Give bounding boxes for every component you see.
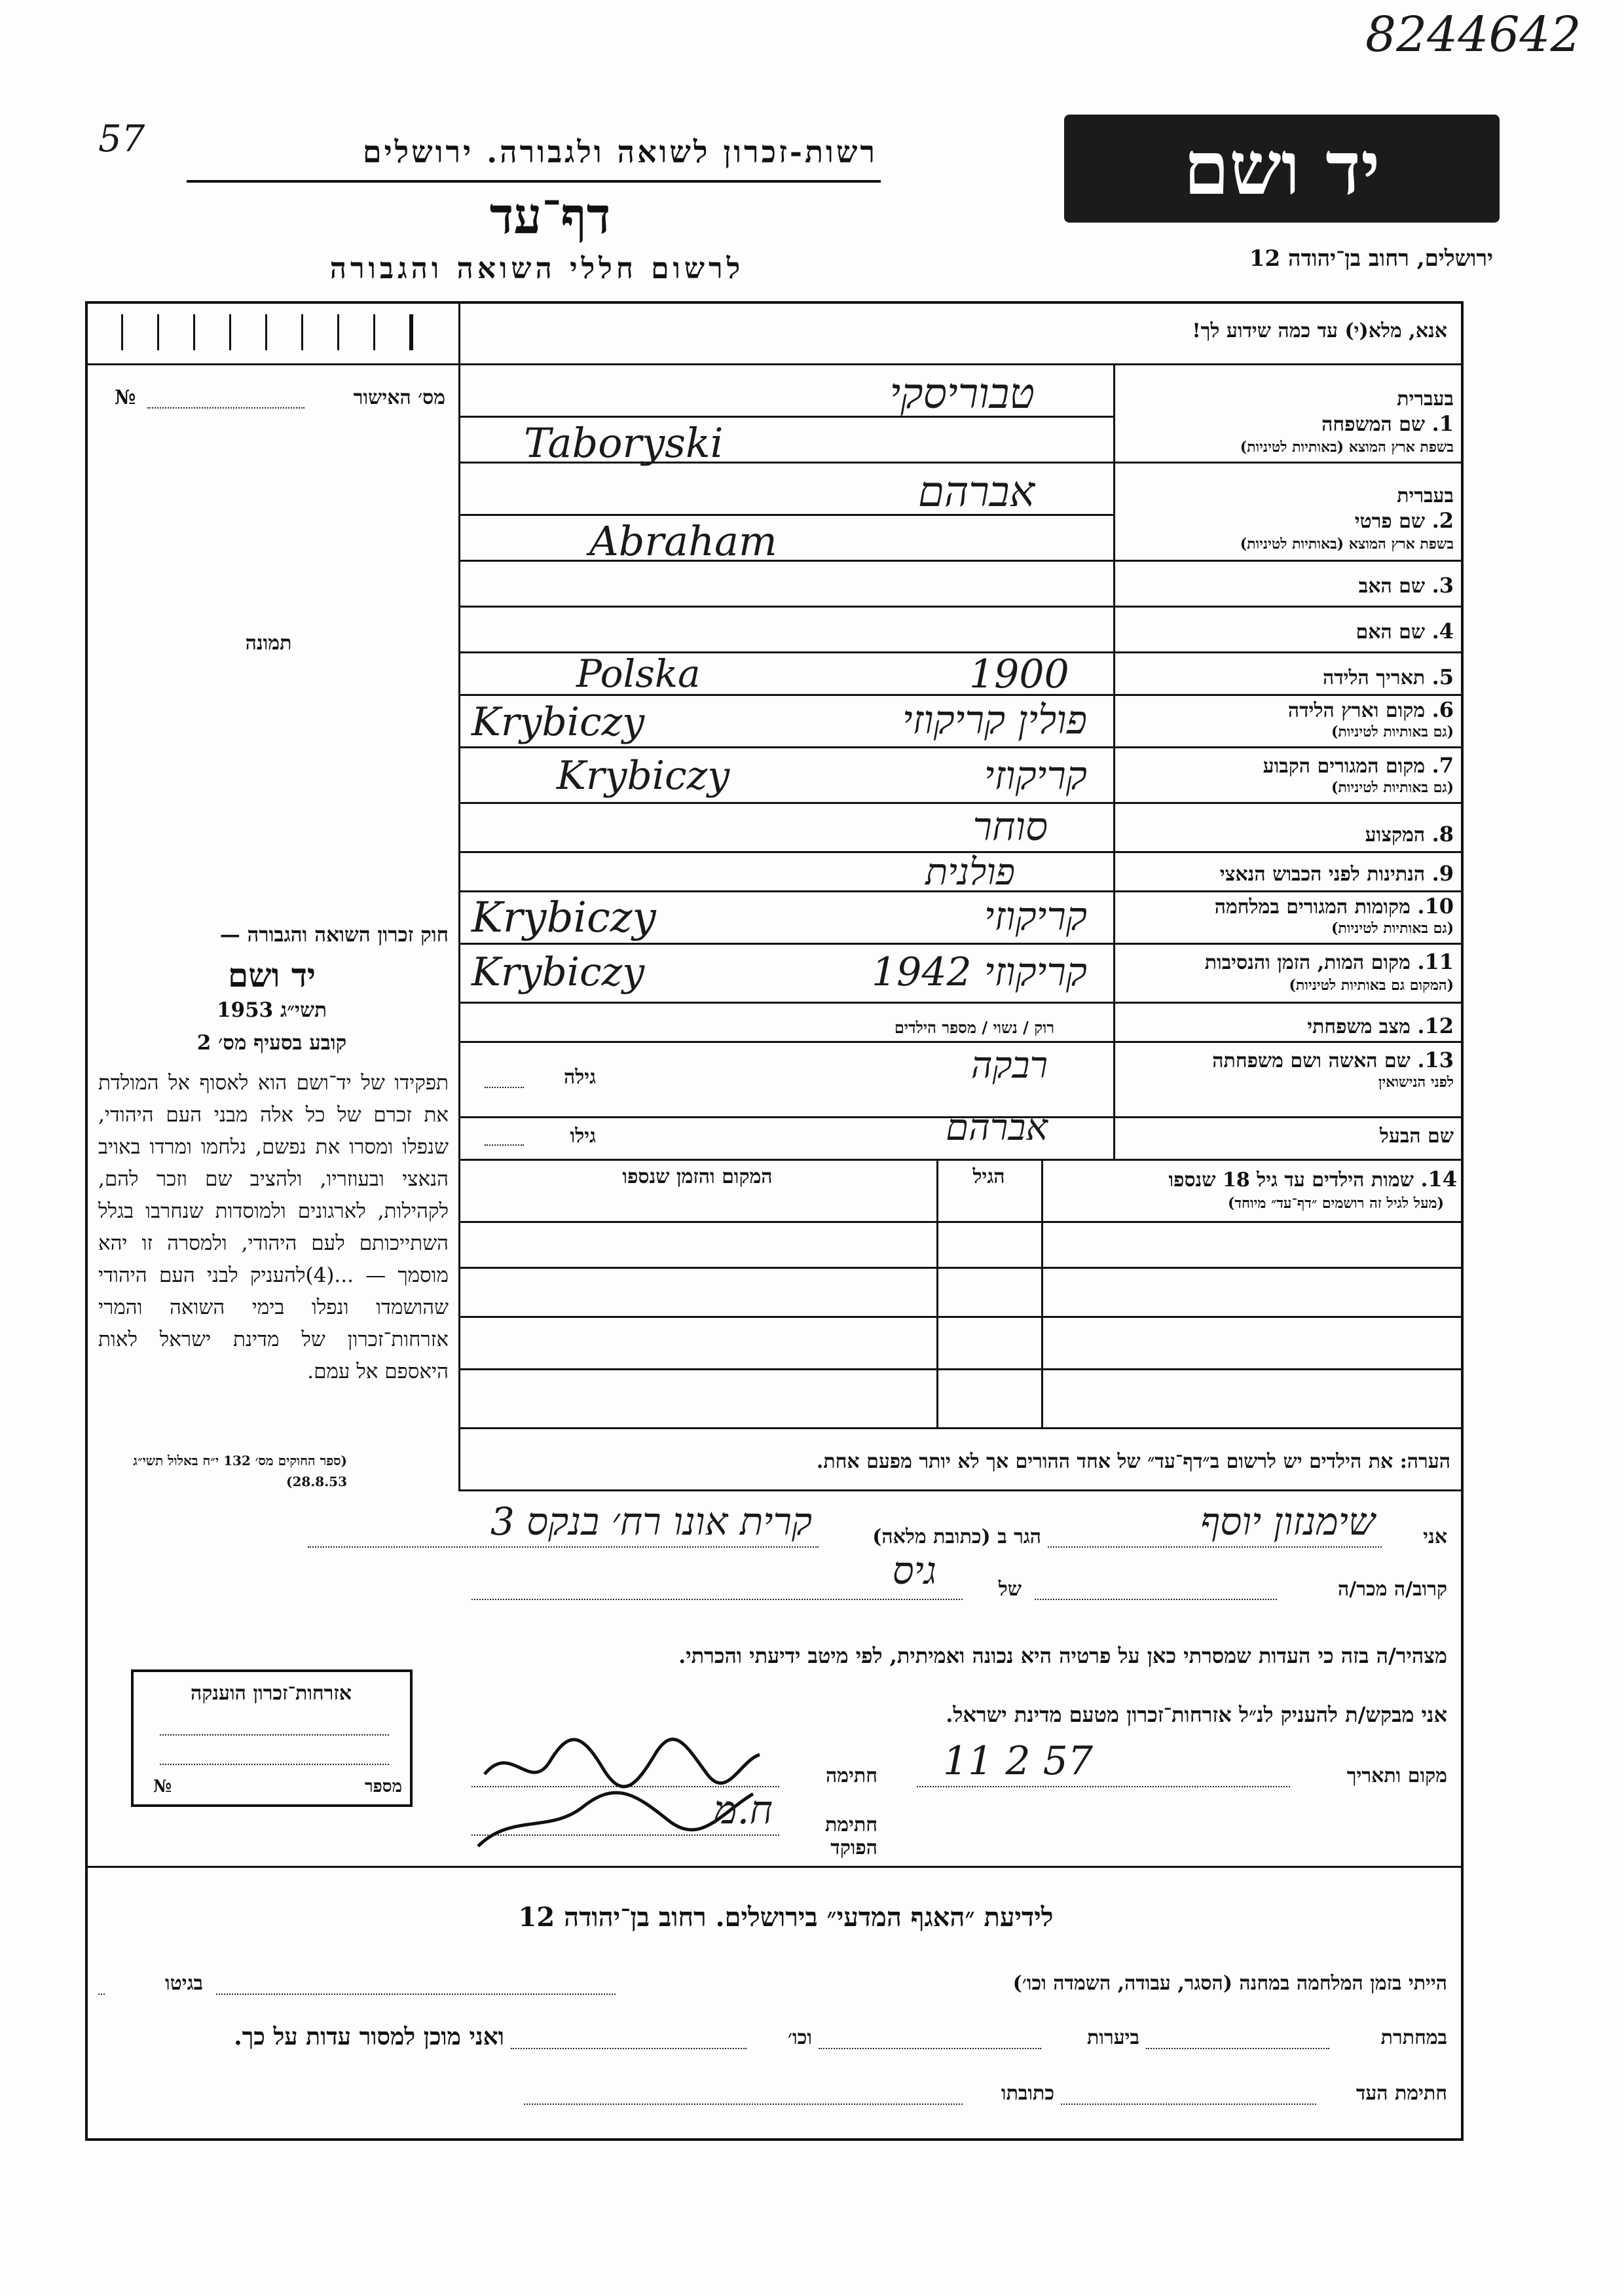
- spouse-name-value: רבקה: [970, 1044, 1048, 1087]
- photo-label: תמונה: [245, 632, 292, 655]
- archive-number: 8244642: [1365, 7, 1581, 63]
- bottom-witness-signature-label: חתימת העד: [1356, 2082, 1447, 2105]
- bottom-camp-label: הייתי בזמן המלחמה במחנה (הסגר, עבודה, השמדה וכו׳): [1012, 1972, 1447, 1995]
- declaration-text: מצהיר/ה בזה כי העדות שמסרתי כאן על פרטיה היא נכונה ואמיתית, לפי מיטב ידיעתי והכרתי.: [678, 1643, 1447, 1668]
- field-father: [1126, 573, 1454, 598]
- firstname-latin: Abraham: [589, 517, 777, 565]
- law-line-4: קובע בסעיף מס׳ 2: [196, 1031, 347, 1055]
- yad-vashem-logo: [1064, 115, 1500, 223]
- authority-name: רשות-זכרון לשואה ולגבורה. ירושלים: [362, 134, 877, 170]
- field-11-num: 11.: [1417, 949, 1454, 974]
- field-1-lang: בעברית: [1397, 388, 1454, 410]
- field-profession: [1126, 822, 1454, 847]
- surname-hebrew: טבוריסקי: [889, 370, 1035, 418]
- field-11-note: (המקום גם באותיות לטיניות): [1289, 977, 1454, 994]
- request-text: אני מבקש/ת להעניק לנ״ל אזרחות־זכרון מטעם מדינת ישראל.: [946, 1702, 1447, 1727]
- signature-label: חתימה: [826, 1764, 877, 1787]
- field-12-label: מצב משפחתי: [1307, 1015, 1411, 1038]
- children-label: [1048, 1167, 1457, 1192]
- field-7-num: 7.: [1431, 753, 1454, 778]
- children-place-col: המקום והזמן שנספו: [622, 1165, 773, 1188]
- birthplace-latin: Krybiczy: [471, 699, 645, 745]
- field-4-num: 4.: [1431, 619, 1454, 644]
- spouse-age-label: גילה: [563, 1066, 596, 1089]
- field-1-label: שם המשפחה: [1321, 413, 1426, 436]
- field-2-label: שם פרטי: [1354, 510, 1426, 533]
- law-line-1: חוק זכרון השואה והגבורה —: [219, 923, 449, 947]
- children-num: 14.: [1420, 1167, 1457, 1192]
- field-10-num: 10.: [1417, 894, 1454, 919]
- declarant-lives-label: הגר ב (כתובת מלאה): [872, 1525, 1041, 1548]
- surname-latin: Taboryski: [524, 419, 724, 467]
- field-13-note: לפני הנישואין: [1378, 1074, 1454, 1091]
- children-age-col: הגיל: [972, 1165, 1005, 1188]
- children-note: (מעל לגיל זה רושמים ״דף־עד״ מיוחד): [1227, 1195, 1444, 1212]
- death-hebrew: קריקוזי 1942: [871, 949, 1087, 995]
- field-13-num: 13.: [1417, 1048, 1454, 1072]
- field-nationality: [1120, 861, 1454, 886]
- law-line-3: תשי״ג 1953: [216, 998, 327, 1022]
- header-address: ירושלים, רחוב בן־יהודה 12: [1249, 246, 1493, 272]
- birth-country-latin: Polska: [576, 651, 701, 696]
- declarant-name: שימנזון יוסף: [1200, 1499, 1375, 1544]
- place-date-label: מקום ותאריך: [1346, 1764, 1447, 1787]
- field-mother: [1126, 619, 1454, 644]
- top-instruction: אנא, מלא(י) עד כמה שידוע לך!: [1192, 319, 1447, 342]
- bottom-address-label: כתובתו: [1001, 2082, 1054, 2105]
- death-latin: Krybiczy: [471, 949, 645, 995]
- declarant-i-label: אני: [1423, 1525, 1447, 1548]
- field-3-num: 3.: [1431, 573, 1454, 598]
- field-7-label: מקום המגורים הקבוע: [1263, 755, 1426, 778]
- law-source: (ספר החוקים מס׳ 132 י״ח באלול תשי״ג 28.8.53): [133, 1453, 347, 1489]
- field-3-label: שם האב: [1358, 575, 1426, 598]
- reg-no-label: מס׳ האישור: [353, 386, 445, 409]
- marital-options: רוק / נשוי / מספר הילדים: [894, 1018, 1054, 1037]
- declaration-date: 11 2 57: [943, 1738, 1094, 1784]
- corner-number: 57: [98, 118, 145, 160]
- field-5-label: תאריך הלידה: [1322, 666, 1426, 689]
- relation-value: גיס: [892, 1548, 936, 1593]
- field-husband-label: שם הבעל: [1379, 1125, 1454, 1148]
- field-10-label: מקומות המגורים במלחמה: [1214, 896, 1411, 919]
- birthdate-value: 1900: [969, 651, 1069, 697]
- certificate-suffix: №: [153, 1777, 172, 1796]
- form-title: דף־עד: [489, 187, 611, 245]
- reg-no-suffix: №: [115, 386, 136, 409]
- field-6-label: מקום וארץ הלידה: [1287, 699, 1426, 722]
- field-8-label: המקצוע: [1365, 824, 1426, 847]
- field-13-label: שם האשה ושם משפחתה: [1212, 1049, 1411, 1072]
- law-body: תפקידו של יד־ושם הוא לאסוף אל המולדת את זכרם של כל אלה מבני העם היהודי, שנפלו ומסרו את נפשם, נלחמו ומרדו באויב הנאצי ובעוזריו, ולהציב שם וזכר להם, לקהילות, לארגונים ולמוסדות שנחרבו בגלל השתייכותם לעם היהודי, ולמסרה זו יהא מוסמך — ...(4)להעניק לבני העם היהודי שהושמדו ונפלו בימי השואה והמרי אזרחות־זכרון של מדינת ישראל לאות היאספם אל עמם.: [98, 1071, 449, 1383]
- logo-text: יד ושם: [1183, 125, 1380, 211]
- field-10-note: (גם באותיות לטיניות): [1331, 920, 1454, 937]
- field-9-label: הנתינות לפני הכבוש הנאצי: [1219, 863, 1426, 886]
- field-marital: [1126, 1013, 1454, 1038]
- field-6-note: (גם באותיות לטיניות): [1331, 723, 1454, 740]
- residence-latin: Krybiczy: [557, 753, 730, 799]
- field-2-lang: בעברית: [1397, 484, 1454, 507]
- firstname-hebrew: אברהם: [917, 468, 1035, 517]
- bottom-underground-label: במחתרת: [1380, 2026, 1447, 2049]
- certificate-number-label: מספר: [364, 1777, 402, 1796]
- registration-boxes: [95, 308, 449, 354]
- field-6-num: 6.: [1431, 697, 1454, 722]
- birthplace-hebrew: פולין קריקוזי: [902, 697, 1087, 743]
- field-birthdate: [1126, 665, 1454, 689]
- field-2-num: 2.: [1431, 508, 1454, 533]
- nationality-value: פולנית: [925, 851, 1015, 894]
- note-line: הערה: את הילדים יש לרשום ב״דף־עד״ של אחד ההורים אך לא יותר מפעם אחת.: [816, 1450, 1450, 1473]
- children-title: שמות הילדים עד גיל 18 שנספו: [1168, 1169, 1414, 1192]
- field-2-note: בשפת ארץ המוצא (באותיות לטיניות): [1240, 536, 1454, 553]
- law-line-2: יד ושם: [228, 956, 316, 994]
- bottom-etc-label: וכו׳: [788, 2026, 812, 2049]
- field-12-num: 12.: [1417, 1013, 1454, 1038]
- bottom-testimony-label: ואני מוכן למסור עדות על כך.: [234, 2023, 504, 2050]
- certificate-box: [131, 1669, 413, 1807]
- wartime-latin: Krybiczy: [471, 894, 656, 942]
- field-8-num: 8.: [1431, 822, 1454, 847]
- wartime-hebrew: קריקוזי: [984, 894, 1087, 939]
- form-subtitle: לרשום חללי השואה והגבורה: [329, 252, 745, 285]
- officer-label: חתימת הפוקד: [825, 1813, 877, 1859]
- residence-hebrew: קריקוזי: [984, 753, 1087, 799]
- relation-label: קרוב/ה מכר/ה: [1338, 1578, 1447, 1601]
- field-9-num: 9.: [1431, 861, 1454, 886]
- field-7-note: (גם באותיות לטיניות): [1331, 779, 1454, 796]
- bottom-heading: לידיעת ״האגף המדעי״ בירושלים. רחוב בן־יהודה 12: [518, 1902, 1054, 1933]
- profession-value: סוחר: [972, 804, 1048, 850]
- declarant-address: קרית אונו רח׳ בנקס 3: [490, 1499, 812, 1544]
- field-4-label: שם האם: [1356, 621, 1426, 644]
- bottom-ghetto-label: בגיטו: [164, 1972, 203, 1995]
- husband-name-value: אברהם: [946, 1106, 1048, 1149]
- field-1-num: 1.: [1431, 411, 1454, 436]
- field-11-label: מקום המות, הזמן והנסיבות: [1204, 951, 1411, 974]
- of-label: של: [998, 1578, 1022, 1601]
- field-5-num: 5.: [1431, 665, 1454, 689]
- bottom-forest-label: ביערות: [1086, 2026, 1139, 2049]
- husband-age-label: גילו: [570, 1125, 596, 1148]
- officer-signature: ח.מ: [713, 1787, 773, 1833]
- field-1-note: בשפת ארץ המוצא (באותיות לטיניות): [1240, 439, 1454, 456]
- certificate-title: אזרחות־זכרון הוענקה: [190, 1682, 352, 1705]
